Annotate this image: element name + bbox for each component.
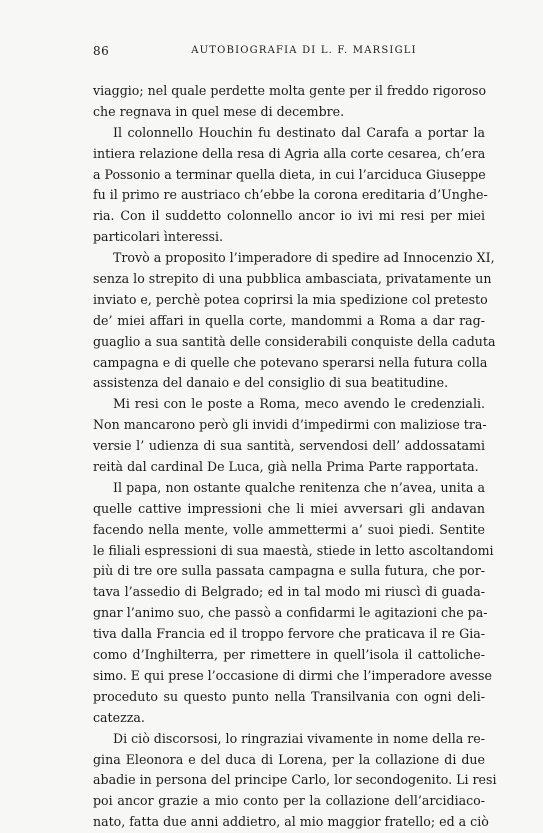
text-line: proceduto su questo punto nella Transilvania con ogni deli- [93,688,485,704]
text-line: de’ miei affari in quella corte, mandommi a Roma a dar rag- [93,312,485,328]
text-line: Trovò a proposito l’imperadore di spedire ad Innocenzio XI, [113,250,495,266]
text-line: poi ancor grazie a mio conto per la collazione dell’arcidiaco- [93,793,485,809]
text-line: quelle cattive impressioni che li miei avversari gli andavan [93,500,485,516]
text-line: viaggio; nel quale perdette molta gente per il freddo rigoroso [93,83,487,98]
text-line: facendo nella mente, volle ammettermi a’ suoi piedi. Sentite [93,521,485,537]
text-line: inviato e, perchè potea coprirsi la mia spedizione col pretesto [93,291,488,307]
text-line: tiva dalla Francia ed il troppo fervore che praticava il re Gia- [93,626,485,642]
text-line: nato, fatta due anni addietro, al mio maggior fratello; ed a ciò [93,814,489,830]
text-line: più di tre ore sulla passata campagna e sulla futura, che por- [93,563,485,579]
text-line: Il colonnello Houchin fu destinato dal Carafa a portar la [113,124,485,140]
text-line: versie l’ udienza di sua santità, servendosi dell’ addossatami [93,438,485,454]
body-text [93,81,497,833]
paragraph [93,248,496,394]
text-line: tava l’assedio di Belgrado; ed in tal modo mi riuscì di guada- [93,584,485,600]
paragraph [93,81,485,123]
text-line: campagna e di quelle che potevano sperarsi nella futura colla [93,354,488,370]
text-line: che regnava in quel mese di decembre. [93,103,345,119]
text-line: le filiali espressioni di sua maestà, stiede in letto ascoltandomi [93,542,494,558]
text-line: gnar l’animo suo, che passò a confidarmi le agitazioni che pa- [93,605,488,621]
text-line: ria. Con il suddetto colonnello ancor io ivi mi resi per miei [93,208,485,224]
text-line: fu il primo re austriaco ch’ebbe la corona ereditaria d’Unghe- [93,187,488,203]
text-line: simo. E qui prese l’occasione di dirmi che l’imperadore avesse [93,667,492,683]
text-line: intiera relazione della resa di Agria alla corte cesarea, ch’era [93,145,486,161]
text-line: como d’Inghilterra, per rimettere in quell’isola il cattoliche- [93,647,485,663]
text-line: Di ciò discorsosi, lo ringraziai vivamente in nome della re- [113,730,485,746]
running-head: AUTOBIOGRAFIA DI L. F. MARSIGLI [191,45,417,56]
text-line: abadie in persona del principe Carlo, lor secondogenito. Li resi [93,772,497,788]
paragraph [93,729,497,833]
page-header [93,44,485,64]
paragraph [93,478,494,729]
paragraph [93,123,488,248]
text-line: Il papa, non ostante qualche renitenza che n’avea, unita a [113,479,485,495]
text-line: particolari ìnteressi. [93,229,223,245]
text-line: catezza. [93,709,145,725]
text-line: guaglio a sua santità delle considerabili conquiste della caduta [93,333,496,349]
text-line: gina Eleonora e del duca di Lorena, per la collazione di due [93,751,485,767]
text-line: Mi resi con le poste a Roma, meco avendo le credenziali. [113,396,485,412]
text-line: assistenza del danaio e del consiglio di sua beatitudine. [93,375,449,391]
text-line: reità dal cardinal De Luca, già nella Prima Parte rapportata. [93,459,479,475]
text-line: Non mancarono però gli invidi d’impedirmi con maliziose tra- [93,417,487,433]
text-line: senza lo strepito di una pubblica ambasciata, privatamente un [93,271,492,287]
text-line: a Possonio a terminar quella dieta, in cui l’arciduca Giuseppe [93,166,486,182]
page-number: 86 [93,44,110,58]
paragraph [93,394,485,478]
